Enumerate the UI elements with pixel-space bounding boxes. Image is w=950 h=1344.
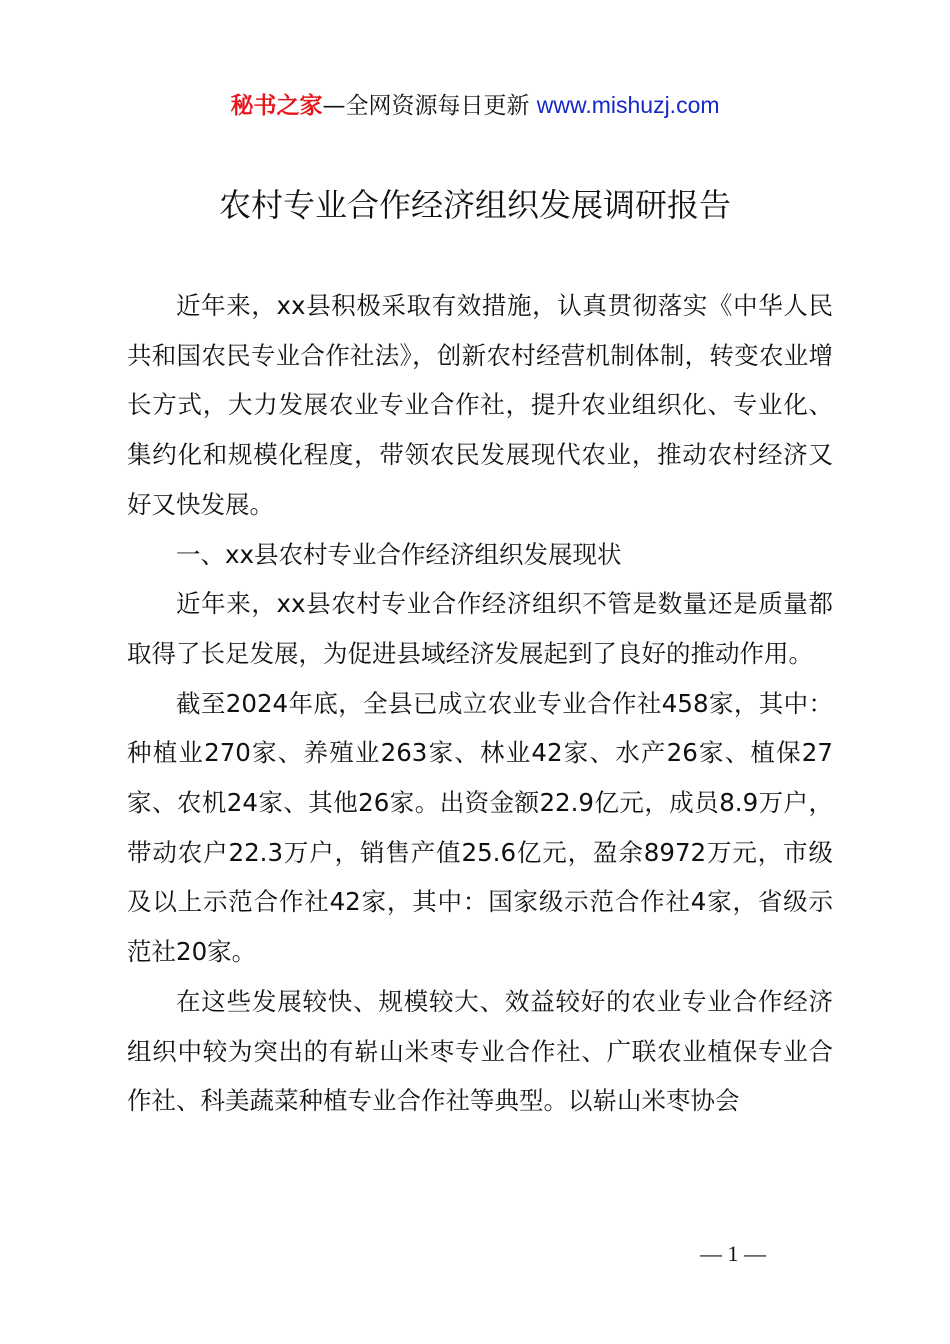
brand-name: 秘书之家 (230, 93, 323, 119)
paragraph-intro: 近年来，xx县积极采取有效措施，认真贯彻落实《中华人民共和国农民专业合作社法》，创新农村经营机制体制，转变农业增长方式，大力发展农业专业合作社，提升农业组织化、专业化、集约化和规模化程度，带领农民发展现代农业，推动农村经济又好又快发展。 (127, 291, 833, 519)
paragraph-status: 近年来，xx县农村专业合作经济组织不管是数量还是质量都取得了长足发展，为促进县域经济发展起到了良好的推动作用。 (127, 589, 833, 668)
document-title: 农村专业合作经济组织发展调研报告 (218, 186, 731, 224)
section-heading-1: 一、xx县农村专业合作经济组织发展现状 (176, 539, 622, 569)
paragraph-statistics: 截至2024年底，全县已成立农业专业合作社458家，其中：种植业270家、养殖业263家、林业42家、水产26家、植保27家、农机24家、其他26家。出资金额22.9亿元，成员8.9万户，带动农户22.3万户，销售产值25.6亿元，盈余8972万元，市级及以上示范合作社42家，其中：国家级示范合作社4家，省级示范社20家。 (127, 688, 833, 967)
document-body (127, 281, 833, 1126)
site-url[interactable]: www.mishuzj.com (536, 92, 720, 118)
banner-tagline: —全网资源每日更新 (322, 93, 537, 119)
page-number: — 1 — (700, 1241, 766, 1266)
paragraph-examples: 在这些发展较快、规模较大、效益较好的农业专业合作经济组织中较为突出的有崭山米枣专业合作社、广联农业植保专业合作社、科美蔬菜种植专业合作社等典型。以崭山米枣协会 (127, 986, 833, 1116)
site-banner (0, 86, 950, 125)
